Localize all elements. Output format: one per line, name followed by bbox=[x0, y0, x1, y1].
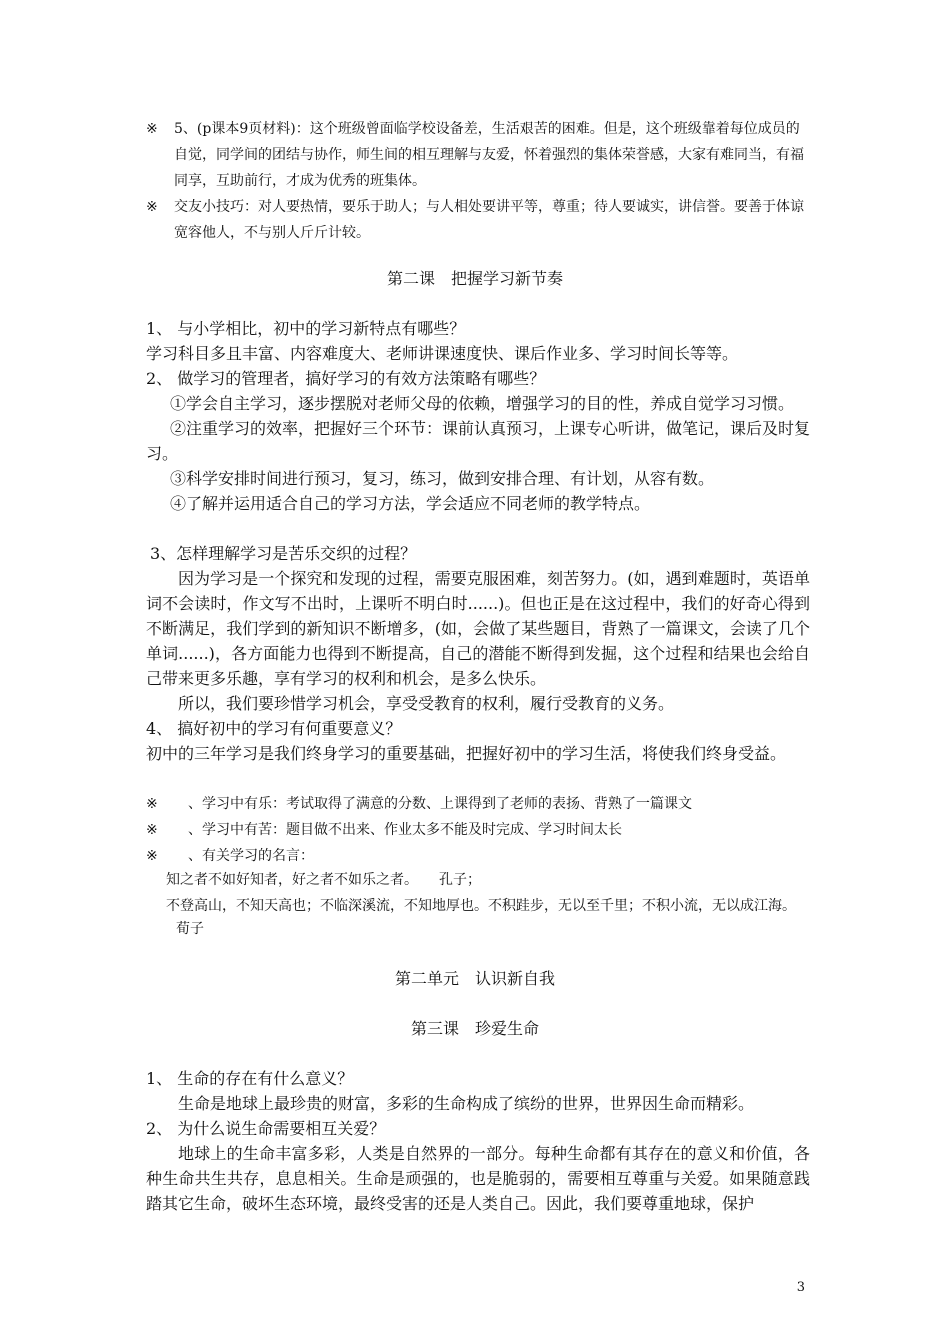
quote: 不登高山，不知天高也；不临深溪流，不知地厚也。不积跬步，无以至千里；不积小流，无以成江海。 bbox=[166, 898, 796, 914]
question: 1、 生命的存在有什么意义？ bbox=[146, 1069, 354, 1088]
note-item bbox=[146, 194, 808, 246]
note-text: 交友小技巧：对人要热情，要乐于助人；与人相处要讲平等，尊重；待人要诚实，讲信誉。要善于体谅宽容他人，不与别人斤斤计较。 bbox=[174, 199, 804, 241]
page-number: 3 bbox=[796, 1280, 805, 1295]
answer-paragraph: 地球上的生命丰富多彩，人类是自然界的一部分。每种生命都有其存在的意义和价值，各种生命共生共存，息息相关。生命是顽强的，也是脆弱的，需要相互尊重与关爱。如果随意践踏其它生命，破坏生态环境，最终受害的还是人类自己。因此，我们要尊重地球，保护 bbox=[146, 1144, 810, 1213]
answer-item: ①学会自主学习，逐步摆脱对老师父母的依赖，增强学习的目的性，养成自觉学习习惯。 bbox=[170, 394, 795, 413]
note-mark: ※ bbox=[146, 796, 158, 812]
quote: 知之者不如好知者，好之者不如乐之者。 孔子； bbox=[166, 872, 481, 888]
answer-item: ③科学安排时间进行预习，复习，练习，做到安排合理、有计划，从容有数。 bbox=[170, 469, 715, 488]
answer-item: ②注重学习的效率，把握好三个环节：课前认真预习，上课专心听讲，做笔记，课后及时复习。 bbox=[146, 419, 811, 463]
note-text: 、有关学习的名言： bbox=[174, 848, 314, 864]
note-item bbox=[146, 116, 808, 194]
note-item bbox=[146, 843, 808, 869]
answer-paragraph: 因为学习是一个探究和发现的过程，需要克服困难，刻苦努力。(如，遇到难题时，英语单词不会读时，作文写不出时，上课听不明白时......)。但也正是在这过程中，我们的好奇心得到不断满足，我们学到的新知识不断增多，(如，会做了某些题目，背熟了一篇课文，会读了几个单词......)，各方面能力也得到不断提高，自己的潜能不断得到发掘，这个过程和结果也会给自己带来更多乐趣，享有学习的权利和机会，是多么快乐。 bbox=[146, 569, 810, 688]
note-mark: ※ bbox=[146, 199, 158, 215]
answer: 生命是地球上最珍贵的财富，多彩的生命构成了缤纷的世界，世界因生命而精彩。 bbox=[178, 1094, 755, 1113]
question: 2、 做学习的管理者，搞好学习的有效方法策略有哪些？ bbox=[146, 369, 546, 388]
lesson-title: 第二课 把握学习新节奏 bbox=[386, 269, 563, 288]
note-mark: ※ bbox=[146, 822, 158, 838]
note-text: 5、(p课本9页材料)：这个班级曾面临学校设备差，生活艰苦的困难。但是，这个班级靠着每位成员的自觉，同学间的团结与协作，师生间的相互理解与友爱，怀着强烈的集体荣誉感，大家有难同当，有福同享，互助前行，才成为优秀的班集体。 bbox=[174, 121, 804, 189]
question: 1、 与小学相比，初中的学习新特点有哪些？ bbox=[146, 319, 466, 338]
note-item bbox=[146, 791, 808, 817]
answer-item: ④了解并运用适合自己的学习方法，学会适应不同老师的教学特点。 bbox=[170, 494, 651, 513]
note-text: 、学习中有苦：题目做不出来、作业太多不能及时完成、学习时间太长 bbox=[174, 822, 622, 838]
quote-author: 荀子 bbox=[176, 921, 204, 937]
question: 4、 搞好初中的学习有何重要意义？ bbox=[146, 719, 402, 738]
note-text: 、学习中有乐：考试取得了满意的分数、上课得到了老师的表扬、背熟了一篇课文 bbox=[174, 796, 692, 812]
note-mark: ※ bbox=[146, 848, 158, 864]
question: 2、 为什么说生命需要相互关爱？ bbox=[146, 1119, 386, 1138]
unit-title: 第二单元 认识新自我 bbox=[394, 969, 555, 988]
note-item bbox=[146, 817, 808, 843]
question: 3、怎样理解学习是苦乐交织的过程？ bbox=[150, 544, 417, 563]
answer: 学习科目多且丰富、内容难度大、老师讲课速度快、课后作业多、学习时间长等等。 bbox=[146, 344, 739, 363]
answer-paragraph: 所以，我们要珍惜学习机会，享受受教育的权利，履行受教育的义务。 bbox=[178, 694, 675, 713]
lesson-title: 第三课 珍爱生命 bbox=[410, 1019, 539, 1038]
note-mark: ※ bbox=[146, 121, 158, 137]
answer: 初中的三年学习是我们终身学习的重要基础，把握好初中的学习生活，将使我们终身受益。 bbox=[146, 744, 787, 763]
